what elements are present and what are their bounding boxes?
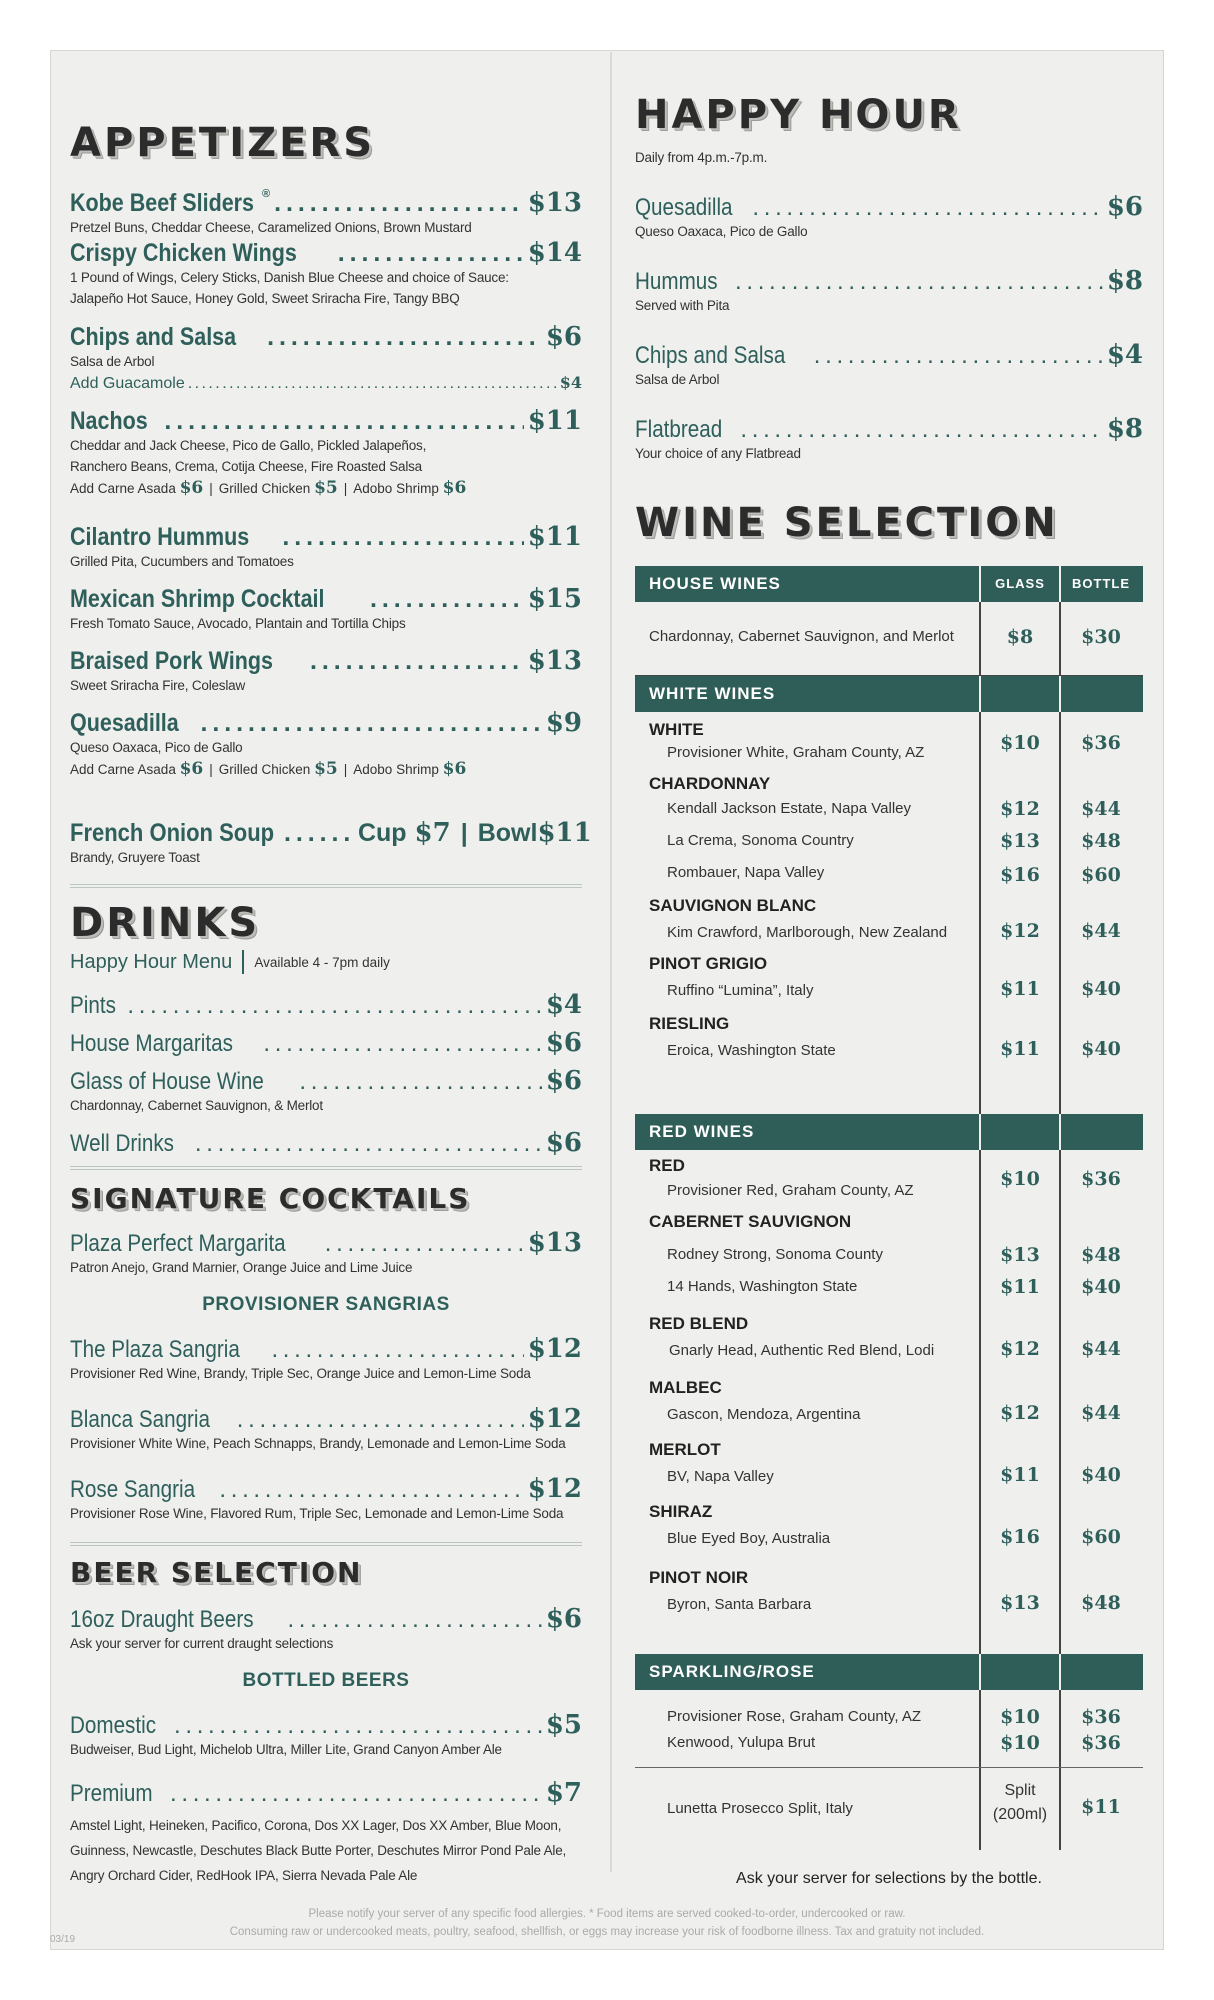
header-divider xyxy=(1059,676,1061,712)
happy-hour-item-quesadilla xyxy=(635,192,1143,243)
item-name: Quesadilla xyxy=(70,709,179,737)
wine-label: Rodney Strong, Sonoma County xyxy=(667,1246,883,1263)
happy-hour-item-flatbread xyxy=(635,414,1143,465)
item-name: House Margaritas xyxy=(70,1030,233,1057)
beer-selection-heading: BEER SELECTION xyxy=(70,1556,363,1589)
menu-item-draught-beers xyxy=(70,1604,582,1655)
happy-hour-note-small: Available 4 - 7pm daily xyxy=(254,954,390,970)
house-wines-table xyxy=(635,566,1143,676)
item-name: Braised Pork Wings xyxy=(70,647,273,675)
item-desc: Ranchero Beans, Crema, Cotija Cheese, Fire Roasted Salsa xyxy=(70,458,422,474)
wine-label: Kenwood, Yulupa Brut xyxy=(667,1734,816,1751)
menu-item-chips-and-salsa xyxy=(70,322,582,393)
happy-hour-item-chips-and-salsa xyxy=(635,340,1143,391)
item-name: Cilantro Hummus xyxy=(70,523,250,551)
item-price: $13 xyxy=(527,1228,582,1258)
wine-label: Rombauer, Napa Valley xyxy=(667,864,825,881)
wine-label: 14 Hands, Washington State xyxy=(667,1278,858,1295)
bottle-price: $44 xyxy=(1081,798,1121,820)
varietal-heading: PINOT GRIGIO xyxy=(649,954,768,973)
wine-label: Gascon, Mendoza, Argentina xyxy=(667,1406,861,1423)
dot-leader xyxy=(164,407,523,436)
item-desc: Provisioner Red Wine, Brandy, Triple Sec, Orange Juice and Lemon-Lime Soda xyxy=(70,1366,531,1381)
dot-leader xyxy=(299,1068,541,1096)
column-divider xyxy=(610,52,612,1872)
bottle-price: $11 xyxy=(1081,1796,1121,1818)
bottle-price: $48 xyxy=(1081,830,1121,852)
item-price: $5 xyxy=(545,1710,582,1740)
dot-leader xyxy=(188,375,557,393)
item-name: Plaza Perfect Margarita xyxy=(70,1230,286,1257)
addon-label: Grilled Chicken xyxy=(218,480,311,496)
item-desc: Provisioner Rose Wine, Flavored Rum, Triple Sec, Lemonade and Lemon-Lime Soda xyxy=(70,1506,564,1521)
section-rule xyxy=(70,1166,582,1170)
wine-label: Gnarly Head, Authentic Red Blend, Lodi xyxy=(669,1342,935,1359)
dot-leader xyxy=(310,647,524,676)
item-desc xyxy=(70,1814,582,1889)
dot-leader xyxy=(282,523,523,552)
split-size: (200ml) xyxy=(992,1806,1048,1823)
table-header-title: RED WINES xyxy=(649,1122,755,1141)
dot-leader xyxy=(735,268,1103,296)
item-price: $4 xyxy=(1106,340,1143,370)
item-price: $8 xyxy=(1106,266,1143,296)
column-line xyxy=(1059,712,1061,1119)
addon-label: Add Carne Asada xyxy=(70,480,176,496)
bottle-column-header: BOTTLE xyxy=(1072,576,1130,591)
menu-item-plaza-perfect-margarita xyxy=(70,1228,582,1279)
dot-leader xyxy=(127,992,541,1020)
foodborne-notice: Consuming raw or undercooked meats, poultry, seafood, shellfish, or eggs may increase your risk of foodborne illness. Tax and gratuity not included. xyxy=(229,1926,985,1938)
varietal-heading: RED xyxy=(649,1156,685,1175)
item-price: $13 xyxy=(527,188,582,218)
dot-leader xyxy=(370,585,524,614)
dot-leader xyxy=(174,1712,542,1740)
addon-label: Adobo Shrimp xyxy=(353,761,439,777)
wine-label: Provisioner Rose, Graham County, AZ xyxy=(667,1708,921,1725)
glass-price: $8 xyxy=(1006,626,1034,648)
prosecco-body xyxy=(635,1768,1143,1850)
dot-leader xyxy=(195,1130,542,1158)
item-price: $6 xyxy=(545,322,582,352)
item-desc: Salsa de Arbol xyxy=(635,372,720,387)
item-price: $12 xyxy=(527,1334,582,1364)
wine-label: Eroica, Washington State xyxy=(667,1042,836,1059)
item-desc: Your choice of any Flatbread xyxy=(635,446,801,461)
item-name: Premium xyxy=(70,1780,153,1807)
item-name: Rose Sangria xyxy=(70,1476,196,1503)
glass-price: $10 xyxy=(1000,732,1040,754)
bottle-price: $44 xyxy=(1081,920,1121,942)
bottle-price: $36 xyxy=(1081,1732,1121,1754)
item-price: $7 xyxy=(545,1778,582,1808)
bottle-price: $36 xyxy=(1081,1168,1121,1190)
separator: | xyxy=(209,761,213,777)
item-name: Chips and Salsa xyxy=(70,323,237,351)
cup-price: $7 xyxy=(414,818,451,848)
wine-label: Byron, Santa Barbara xyxy=(667,1596,812,1613)
item-price: $14 xyxy=(527,238,582,268)
dot-leader xyxy=(284,819,354,848)
bowl-price: $11 xyxy=(537,818,592,848)
item-price: $6 xyxy=(545,1028,582,1058)
red-wines-table xyxy=(635,1114,1143,1656)
separator: | xyxy=(343,480,348,496)
divider-bar xyxy=(242,950,244,974)
bottle-price: $44 xyxy=(1081,1402,1121,1424)
item-name: Mexican Shrimp Cocktail xyxy=(70,585,325,613)
addon-label: Grilled Chicken xyxy=(218,761,311,777)
varietal-heading: SHIRAZ xyxy=(649,1502,713,1521)
menu-item-well-drinks xyxy=(70,1128,582,1158)
bottle-price: $36 xyxy=(1081,1706,1121,1728)
dot-leader xyxy=(219,1476,523,1504)
cup-label: Cup xyxy=(357,819,407,847)
header-divider xyxy=(979,1114,981,1150)
item-desc: Pretzel Buns, Cheddar Cheese, Caramelized Onions, Brown Mustard xyxy=(70,220,472,235)
dot-leader xyxy=(263,1030,541,1058)
glass-price: $12 xyxy=(1000,920,1040,942)
item-price: $11 xyxy=(527,522,582,552)
column-line xyxy=(1059,1150,1061,1655)
menu-item-mexican-shrimp-cocktail xyxy=(70,584,582,635)
item-desc: Served with Pita xyxy=(635,298,730,313)
drinks-heading: DRINKS xyxy=(70,900,261,946)
item-price: $9 xyxy=(545,708,582,738)
glass-price: $12 xyxy=(1000,1338,1040,1360)
item-desc: Cheddar and Jack Cheese, Pico de Gallo, Pickled Jalapeños, xyxy=(70,438,427,453)
addon-options xyxy=(70,759,582,779)
wine-label: Ruffino “Lumina”, Italy xyxy=(667,982,814,999)
item-price: $11 xyxy=(527,406,582,436)
item-name: Crispy Chicken Wings xyxy=(70,239,297,267)
addon-options xyxy=(70,478,582,498)
menu-item-kobe-beef-sliders xyxy=(70,188,582,239)
registered-mark: ® xyxy=(261,188,271,200)
item-price: $12 xyxy=(527,1404,582,1434)
happy-hour-heading: HAPPY HOUR xyxy=(635,92,962,138)
item-desc: Chardonnay, Cabernet Sauvignon, & Merlot xyxy=(70,1098,323,1113)
bowl-label: Bowl xyxy=(477,819,538,847)
menu-item-cilantro-hummus xyxy=(70,522,582,573)
happy-hour-subtitle: Daily from 4p.m.-7p.m. xyxy=(635,150,768,165)
dot-leader xyxy=(237,1406,524,1434)
item-name: Nachos xyxy=(70,407,148,435)
menu-item-rose-sangria xyxy=(70,1474,582,1525)
appetizers-heading: APPETIZERS xyxy=(70,120,376,166)
item-name: 16oz Draught Beers xyxy=(70,1606,254,1633)
varietal-heading: MALBEC xyxy=(649,1378,722,1397)
menu-item-house-margaritas xyxy=(70,1028,582,1058)
sangrias-subheading: PROVISIONER SANGRIAS xyxy=(202,1294,450,1315)
item-name: Flatbread xyxy=(635,416,723,443)
white-wines-table xyxy=(635,676,1143,1120)
dot-leader xyxy=(752,194,1102,222)
addon-label: Adobo Shrimp xyxy=(353,480,439,496)
item-desc: Fresh Tomato Sauce, Avocado, Plantain and Tortilla Chips xyxy=(70,616,406,631)
split-label: Split xyxy=(1004,1782,1036,1799)
bottle-price: $40 xyxy=(1081,1276,1121,1298)
wine-label: Lunetta Prosecco Split, Italy xyxy=(667,1800,853,1817)
happy-hour-note xyxy=(70,950,390,974)
item-price: $6 xyxy=(1106,192,1143,222)
varietal-heading: CHARDONNAY xyxy=(649,774,771,793)
column-line xyxy=(1059,602,1061,675)
item-name: Domestic xyxy=(70,1712,157,1739)
table-header-title: SPARKLING/ROSE xyxy=(649,1662,815,1681)
addon-price: $5 xyxy=(314,758,338,779)
menu-item-nachos xyxy=(70,406,582,498)
glass-column-header: GLASS xyxy=(995,576,1045,591)
glass-price: $11 xyxy=(1000,978,1040,1000)
desc-line: Guinness, Newcastle, Deschutes Black Butte Porter, Deschutes Mirror Pond Pale Ale, xyxy=(70,1842,567,1858)
item-desc: Budweiser, Bud Light, Michelob Ultra, Miller Lite, Grand Canyon Amber Ale xyxy=(70,1742,502,1757)
item-desc: Patron Anejo, Grand Marnier, Orange Juice and Lime Juice xyxy=(70,1260,413,1275)
house-wines-body xyxy=(635,602,1143,676)
white-wines-body xyxy=(635,712,1143,1120)
header-divider xyxy=(1059,1654,1061,1690)
wine-label: Kendall Jackson Estate, Napa Valley xyxy=(667,800,912,817)
item-price: $8 xyxy=(1106,414,1143,444)
wine-label: Kim Crawford, Marlborough, New Zealand xyxy=(667,924,948,941)
dot-leader xyxy=(338,239,524,268)
glass-price: $11 xyxy=(1000,1038,1040,1060)
wine-label: Chardonnay, Cabernet Sauvignon, and Merlot xyxy=(649,628,954,645)
desc-line: Amstel Light, Heineken, Pacifico, Corona, Dos XX Lager, Dos XX Amber, Blue Moon, xyxy=(70,1818,562,1833)
dot-leader xyxy=(274,189,524,218)
item-name: Quesadilla xyxy=(635,194,733,221)
item-name: Well Drinks xyxy=(70,1130,174,1157)
dot-leader xyxy=(325,1230,524,1258)
section-rule xyxy=(70,884,582,888)
white-wines-header xyxy=(635,676,1143,712)
glass-price: $11 xyxy=(1000,1464,1040,1486)
wine-label: Blue Eyed Boy, Australia xyxy=(667,1530,831,1547)
item-name: Glass of House Wine xyxy=(70,1068,264,1095)
glass-price: $12 xyxy=(1000,798,1040,820)
happy-hour-item-hummus xyxy=(635,266,1143,317)
table-header-title: WHITE WINES xyxy=(649,684,776,703)
separator: | xyxy=(209,480,213,496)
red-wines-header xyxy=(635,1114,1143,1150)
sparkling-rose-header xyxy=(635,1654,1143,1690)
bottle-price: $36 xyxy=(1081,732,1121,754)
item-desc: Queso Oaxaca, Pico de Gallo xyxy=(70,740,243,755)
varietal-heading: RIESLING xyxy=(649,1014,730,1033)
menu-item-premium xyxy=(70,1778,582,1889)
addon-price: $6 xyxy=(179,758,204,779)
glass-price: $11 xyxy=(1000,1276,1040,1298)
dot-leader xyxy=(170,1780,542,1808)
menu-item-quesadilla xyxy=(70,708,582,779)
glass-price: $10 xyxy=(1000,1706,1040,1728)
item-name: French Onion Soup xyxy=(70,819,275,847)
wine-label: BV, Napa Valley xyxy=(667,1468,774,1485)
date-code: 03/19 xyxy=(50,1934,76,1945)
addon-price: $5 xyxy=(314,477,338,498)
bottle-price: $60 xyxy=(1081,1526,1121,1548)
header-divider xyxy=(979,676,981,712)
glass-price: $13 xyxy=(1000,1244,1040,1266)
desc-line: Angry Orchard Cider, RedHook IPA, Sierra Nevada Pale Ale xyxy=(70,1867,418,1883)
item-desc: Ask your server for current draught selections xyxy=(70,1636,334,1651)
item-desc: 1 Pound of Wings, Celery Sticks, Danish Blue Cheese and choice of Sauce: xyxy=(70,270,509,285)
item-price: $6 xyxy=(545,1128,582,1158)
item-desc: Queso Oaxaca, Pico de Gallo xyxy=(635,224,808,239)
column-line xyxy=(1059,1690,1061,1767)
dot-leader xyxy=(271,1336,523,1364)
addon-price: $6 xyxy=(442,477,467,498)
addon-price: $6 xyxy=(442,758,467,779)
item-name: Chips and Salsa xyxy=(635,342,786,369)
table-header-title: HOUSE WINES xyxy=(649,574,781,593)
item-price: $6 xyxy=(545,1604,582,1634)
house-wines-header xyxy=(635,566,1143,602)
bottle-price: $40 xyxy=(1081,978,1121,1000)
item-name: Pints xyxy=(70,992,116,1019)
item-desc: Grilled Pita, Cucumbers and Tomatoes xyxy=(70,554,294,569)
varietal-heading: WHITE xyxy=(649,720,704,739)
addon-label: Add Carne Asada xyxy=(70,761,176,777)
dot-leader xyxy=(287,1606,541,1634)
happy-hour-note-main: Happy Hour Menu xyxy=(70,950,233,973)
item-name: Hummus xyxy=(635,268,718,295)
item-price: $13 xyxy=(527,646,582,676)
section-rule xyxy=(70,1542,582,1546)
menu-item-the-plaza-sangria xyxy=(70,1334,582,1385)
varietal-heading: PINOT NOIR xyxy=(649,1568,749,1587)
item-desc: Jalapeño Hot Sauce, Honey Gold, Sweet Sriracha Fire, Tangy BBQ xyxy=(70,290,460,306)
menu-item-braised-pork-wings xyxy=(70,646,582,697)
bottled-beers-subheading: BOTTLED BEERS xyxy=(242,1670,410,1691)
header-divider xyxy=(979,1654,981,1690)
glass-price: $13 xyxy=(1000,1592,1040,1614)
glass-price: $13 xyxy=(1000,830,1040,852)
varietal-heading: RED BLEND xyxy=(649,1314,749,1333)
sub-item-add-guacamole xyxy=(70,373,582,393)
header-divider xyxy=(1059,566,1061,602)
item-price: $4 xyxy=(545,990,582,1020)
menu-item-crispy-chicken-wings xyxy=(70,238,582,310)
bottle-price: $48 xyxy=(1081,1244,1121,1266)
addon-price: $6 xyxy=(179,477,204,498)
item-desc: Brandy, Gruyere Toast xyxy=(70,850,200,865)
item-price: $12 xyxy=(527,1474,582,1504)
separator: | xyxy=(343,761,348,777)
item-name: Kobe Beef Sliders xyxy=(70,189,254,217)
column-line xyxy=(979,1690,981,1767)
bottle-price: $40 xyxy=(1081,1464,1121,1486)
item-desc: Provisioner White Wine, Peach Schnapps, Brandy, Lemonade and Lemon-Lime Soda xyxy=(70,1436,566,1451)
wine-selection-heading: WINE SELECTION xyxy=(635,500,1059,546)
dot-leader xyxy=(200,709,541,738)
wine-label: Provisioner White, Graham County, AZ xyxy=(667,744,925,761)
item-name: The Plaza Sangria xyxy=(70,1336,240,1363)
item-name: Blanca Sangria xyxy=(70,1406,210,1433)
item-price: $15 xyxy=(527,584,582,614)
bottle-price: $44 xyxy=(1081,1338,1121,1360)
menu-item-glass-of-house-wine xyxy=(70,1066,582,1117)
menu-item-pints xyxy=(70,990,582,1020)
item-desc: Salsa de Arbol xyxy=(70,354,155,369)
column-line xyxy=(1059,1768,1061,1850)
separator: | xyxy=(460,819,468,847)
signature-cocktails-heading: SIGNATURE COCKTAILS xyxy=(70,1182,471,1215)
sub-item-price: $4 xyxy=(559,372,582,392)
sparkling-rose-table xyxy=(635,1654,1143,1850)
menu-item-french-onion-soup xyxy=(70,818,592,869)
bottle-price: $40 xyxy=(1081,1038,1121,1060)
varietal-heading: SAUVIGNON BLANC xyxy=(649,896,817,915)
dot-leader xyxy=(740,416,1102,444)
menu-item-domestic xyxy=(70,1710,582,1761)
dot-leader xyxy=(267,323,542,352)
red-wines-body xyxy=(635,1150,1143,1656)
bottle-price: $60 xyxy=(1081,864,1121,886)
wine-label: La Crema, Sonoma Country xyxy=(667,832,854,849)
menu-item-blanca-sangria xyxy=(70,1404,582,1455)
sparkling-body xyxy=(635,1690,1143,1768)
glass-price: $10 xyxy=(1000,1732,1040,1754)
bottle-price: $30 xyxy=(1081,626,1121,648)
glass-price: $10 xyxy=(1000,1168,1040,1190)
dot-leader xyxy=(814,342,1103,370)
item-desc: Sweet Sriracha Fire, Coleslaw xyxy=(70,678,246,693)
varietal-heading: CABERNET SAUVIGNON xyxy=(649,1212,852,1231)
bottle-price: $48 xyxy=(1081,1592,1121,1614)
glass-price: $16 xyxy=(1000,864,1040,886)
glass-price: $12 xyxy=(1000,1402,1040,1424)
item-price: $6 xyxy=(545,1066,582,1096)
varietal-heading: MERLOT xyxy=(649,1440,721,1459)
allergy-notice: Please notify your server of any specific food allergies. * Food items are served cooked-to-order, undercooked or raw. xyxy=(308,1908,906,1920)
bottle-selection-note: Ask your server for selections by the bottle. xyxy=(736,1870,1042,1887)
wine-label: Provisioner Red, Graham County, AZ xyxy=(667,1182,914,1199)
header-divider xyxy=(1059,1114,1061,1150)
glass-price: $16 xyxy=(1000,1526,1040,1548)
sub-item-name: Add Guacamole xyxy=(70,374,185,392)
